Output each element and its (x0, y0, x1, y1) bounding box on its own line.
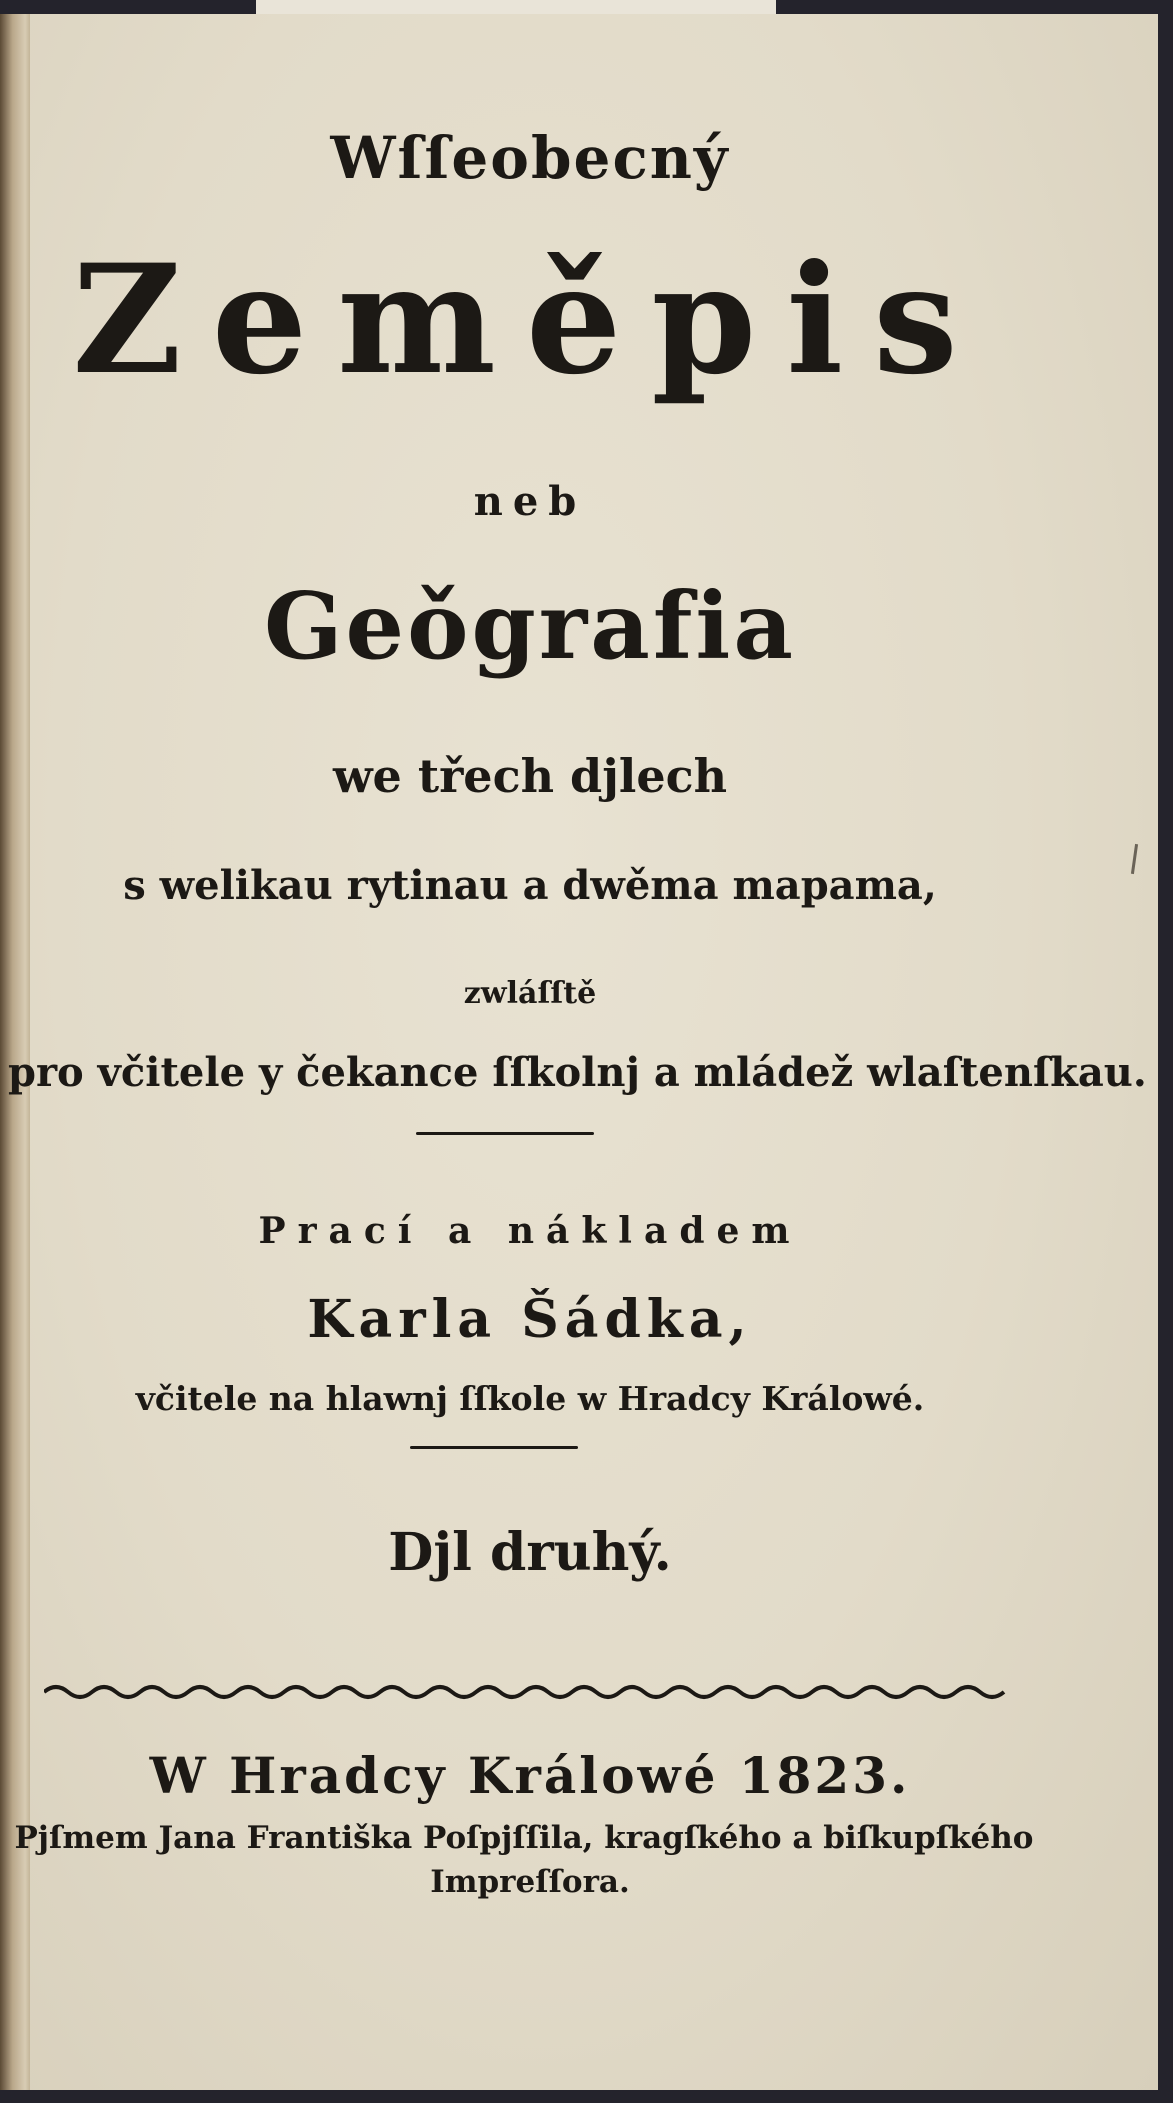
subtitle-geography: Geǒgrafia (263, 572, 796, 680)
engraving-maps-line: s welikau rytinau a dwěma mapama, (123, 862, 937, 909)
divider-rule-1 (416, 1132, 594, 1135)
page-mark (1131, 844, 1138, 874)
author-role: včitele na hlawnj ſſkole w Hradcy Králowé. (135, 1379, 925, 1418)
work-line: Prací a nákladem (258, 1210, 802, 1252)
audience-line: pro včitele y čekance ſſkolnj a mládež wlaſtenſkau. (8, 1049, 1147, 1096)
author-name: Karla Šádka, (307, 1289, 753, 1350)
printer-line-2: Impreſſora. (430, 1864, 630, 1900)
imprint-place-year: W Hradcy Králowé 1823. (149, 1746, 911, 1805)
title-connector: neb (473, 478, 587, 525)
main-title: Zeměpis (72, 232, 988, 408)
title-line-general: Wſſeobecný (330, 124, 730, 192)
ornamental-wavy-rule (44, 1678, 1006, 1702)
especially-line: zwláſſtě (463, 976, 597, 1011)
title-page (8, 14, 1158, 2090)
part-label: Djl druhý. (388, 1522, 672, 1583)
parts-line: we třech djlech (332, 749, 728, 803)
scan-top-strip (256, 0, 776, 14)
printer-line-1: Pjſmem Jana Františka Poſpjſſila, kragſkého a biſkupſkého (14, 1820, 1034, 1856)
divider-rule-2 (410, 1446, 578, 1449)
